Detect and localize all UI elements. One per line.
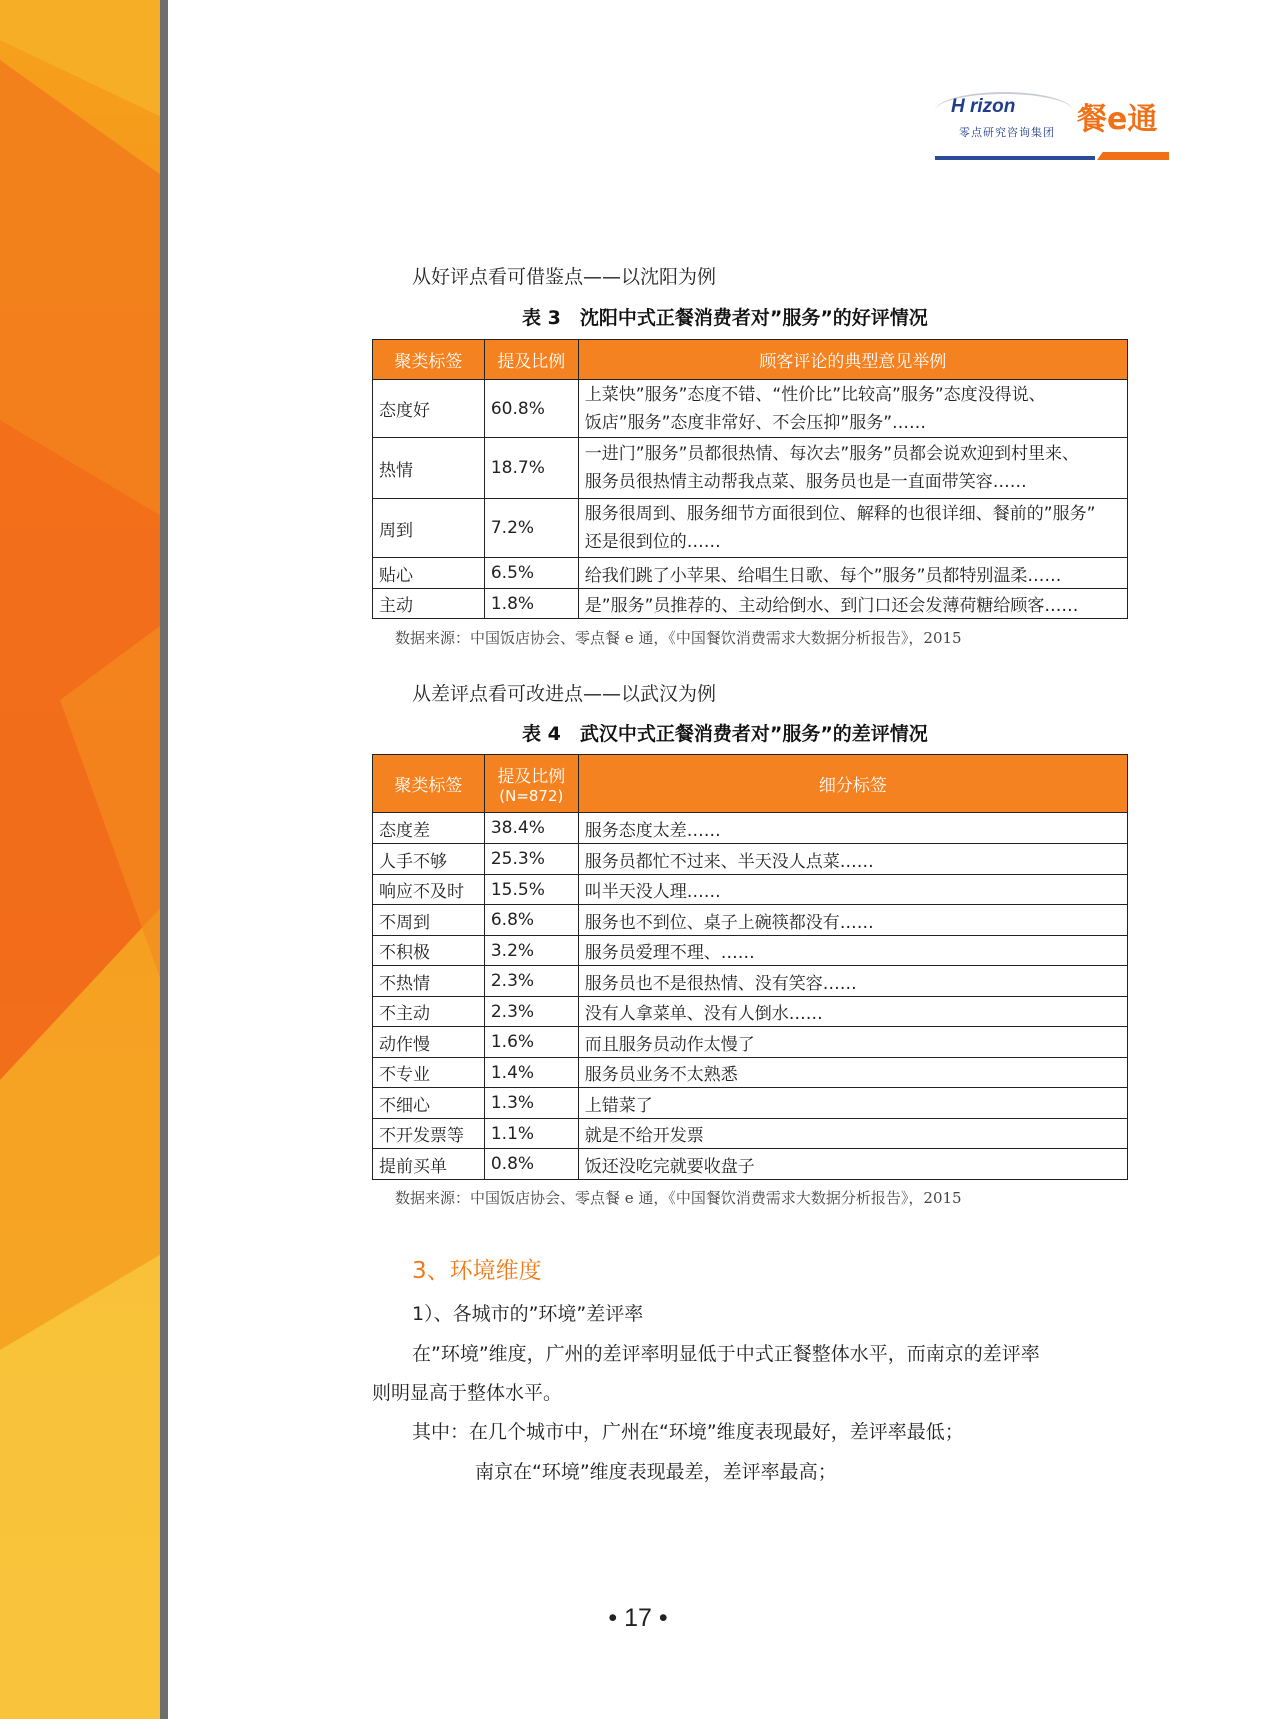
bad-section-intro: 从差评点看可改进点——以武汉为例	[412, 683, 717, 705]
row-label: 不开发票等	[373, 1119, 485, 1149]
row-pct: 1.1%	[484, 1119, 578, 1149]
table3-source: 数据来源：中国饭店协会、零点餐 e 通，《中国餐饮消费需求大数据分析报告》，2015	[395, 629, 962, 647]
row-examples	[578, 380, 1127, 438]
row-examples	[578, 499, 1127, 558]
row-label: 动作慢	[373, 1027, 485, 1058]
row-pct: 1.8%	[484, 589, 578, 619]
row-pct: 6.5%	[484, 558, 578, 589]
table4-source: 数据来源：中国饭店协会、零点餐 e 通，《中国餐饮消费需求大数据分析报告》，2015	[395, 1189, 962, 1207]
logo-brand: 餐e通	[1077, 102, 1158, 137]
env-paragraph1-line1: 在”环境”维度，广州的差评率明显低于中式正餐整体水平，而南京的差评率	[412, 1343, 1040, 1365]
row-pct: 18.7%	[484, 438, 578, 499]
row-label: 响应不及时	[373, 875, 485, 905]
row-examples-line1: 服务很周到、服务细节方面很到位、解释的也很详细、餐前的”服务”	[584, 504, 1096, 524]
table3-header-examples: 顾客评论的典型意见举例	[578, 340, 1127, 380]
row-detail: 服务员业务不太熟悉	[578, 1058, 1127, 1088]
env-subheading: 1）、各城市的”环境”差评率	[412, 1303, 644, 1325]
good-section-intro: 从好评点看可借鉴点——以沈阳为例	[412, 266, 717, 288]
table-row	[373, 438, 1128, 499]
row-label: 不积极	[373, 936, 485, 966]
row-examples	[578, 438, 1127, 499]
decorative-side-band	[0, 0, 168, 1719]
row-detail: 而且服务员动作太慢了	[578, 1027, 1127, 1058]
row-label: 主动	[373, 589, 485, 619]
table3-header-pct: 提及比例	[484, 340, 578, 380]
row-pct: 1.3%	[484, 1088, 578, 1119]
row-pct: 6.8%	[484, 905, 578, 936]
table4-header-label: 聚类标签	[373, 755, 485, 813]
row-label: 人手不够	[373, 844, 485, 875]
row-detail: 叫半天没人理……	[578, 875, 1127, 905]
table-row	[373, 380, 1128, 438]
table3-caption: 表 3 沈阳中式正餐消费者对”服务”的好评情况	[522, 307, 928, 329]
row-pct: 60.8%	[484, 380, 578, 438]
row-examples-line1: 一进门”服务”员都很热情、每次去”服务”员都会说欢迎到村里来、	[584, 444, 1080, 464]
env-paragraph2-line2: 南京在“环境”维度表现最差，差评率最高；	[475, 1461, 837, 1483]
row-detail: 饭还没吃完就要收盘子	[578, 1149, 1127, 1180]
table-row	[373, 1149, 1128, 1180]
logo-subtitle: 零点研究咨询集团	[959, 126, 1055, 139]
row-label: 不细心	[373, 1088, 485, 1119]
row-label: 提前买单	[373, 1149, 485, 1180]
table4-header-pct-title: 提及比例	[497, 767, 566, 787]
table-row	[373, 1119, 1128, 1149]
table-row	[373, 844, 1128, 875]
page-number: • 17 •	[608, 1604, 668, 1632]
row-pct: 38.4%	[484, 813, 578, 844]
env-paragraph1-line2: 则明显高于整体水平。	[372, 1382, 563, 1404]
table-row	[373, 1058, 1128, 1088]
row-label: 不周到	[373, 905, 485, 936]
table4-caption: 表 4 武汉中式正餐消费者对”服务”的差评情况	[522, 723, 928, 745]
row-detail: 上错菜了	[578, 1088, 1127, 1119]
row-label: 态度好	[373, 380, 485, 438]
row-examples-line2: 饭店”服务”态度非常好、不会压抑”服务”……	[584, 412, 927, 433]
row-label: 周到	[373, 499, 485, 558]
row-detail: 就是不给开发票	[578, 1119, 1127, 1149]
row-label: 不主动	[373, 997, 485, 1027]
row-pct: 25.3%	[484, 844, 578, 875]
row-examples-line2: 还是很到位的……	[584, 532, 721, 552]
row-label: 贴心	[373, 558, 485, 589]
table-row	[373, 1027, 1128, 1058]
table-row	[373, 966, 1128, 997]
row-label: 不专业	[373, 1058, 485, 1088]
row-pct: 0.8%	[484, 1149, 578, 1180]
table-row	[373, 589, 1128, 619]
row-pct: 1.6%	[484, 1027, 578, 1058]
table4-header-pct-n: (N=872)	[499, 787, 564, 805]
row-pct: 1.4%	[484, 1058, 578, 1088]
band-edge	[160, 0, 168, 1719]
logo-bar-blue	[935, 156, 1095, 160]
table4-header-detail: 细分标签	[578, 755, 1127, 813]
row-pct: 15.5%	[484, 875, 578, 905]
band-geometric-shapes	[0, 0, 168, 1719]
row-detail: 服务也不到位、桌子上碗筷都没有……	[578, 905, 1127, 936]
row-label: 热情	[373, 438, 485, 499]
row-pct: 2.3%	[484, 966, 578, 997]
table-row	[373, 499, 1128, 558]
table-row	[373, 1088, 1128, 1119]
row-detail: 没有人拿菜单、没有人倒水……	[578, 997, 1127, 1027]
row-examples-line2: 服务员很热情主动帮我点菜、服务员也是一直面带笑容……	[584, 472, 1027, 492]
table4-header-pct	[484, 755, 578, 813]
row-pct: 3.2%	[484, 936, 578, 966]
logo-bar-orange	[1097, 152, 1169, 160]
row-pct: 2.3%	[484, 997, 578, 1027]
horizon-logo	[935, 88, 1175, 166]
table-row	[373, 558, 1128, 589]
row-examples: 是”服务”员推荐的、主动给倒水、到门口还会发薄荷糖给顾客……	[578, 589, 1127, 619]
row-pct: 7.2%	[484, 499, 578, 558]
table-row	[373, 875, 1128, 905]
table-row	[373, 813, 1128, 844]
logo-wordmark: H rizon	[951, 96, 1016, 117]
row-label: 不热情	[373, 966, 485, 997]
row-detail: 服务员都忙不过来、半天没人点菜……	[578, 844, 1127, 875]
table3-header-label: 聚类标签	[373, 340, 485, 380]
table4-bad-reviews	[372, 754, 1128, 1180]
table4-header-row	[373, 755, 1128, 813]
row-examples: 给我们跳了小苹果、给唱生日歌、每个”服务”员都特别温柔……	[578, 558, 1127, 589]
table-row	[373, 936, 1128, 966]
env-section-heading: 3、环境维度	[412, 1258, 542, 1284]
row-detail: 服务态度太差……	[578, 813, 1127, 844]
row-detail: 服务员也不是很热情、没有笑容……	[578, 966, 1127, 997]
row-label: 态度差	[373, 813, 485, 844]
row-detail: 服务员爱理不理、……	[578, 936, 1127, 966]
row-examples-line1: 上菜快”服务”态度不错、“性价比”比较高”服务”态度没得说、	[584, 384, 1046, 405]
table3-good-reviews	[372, 339, 1128, 619]
table-row	[373, 997, 1128, 1027]
env-paragraph2-line1: 其中：在几个城市中，广州在“环境”维度表现最好，差评率最低；	[412, 1421, 964, 1443]
table-row	[373, 905, 1128, 936]
table3-header-row	[373, 340, 1128, 380]
